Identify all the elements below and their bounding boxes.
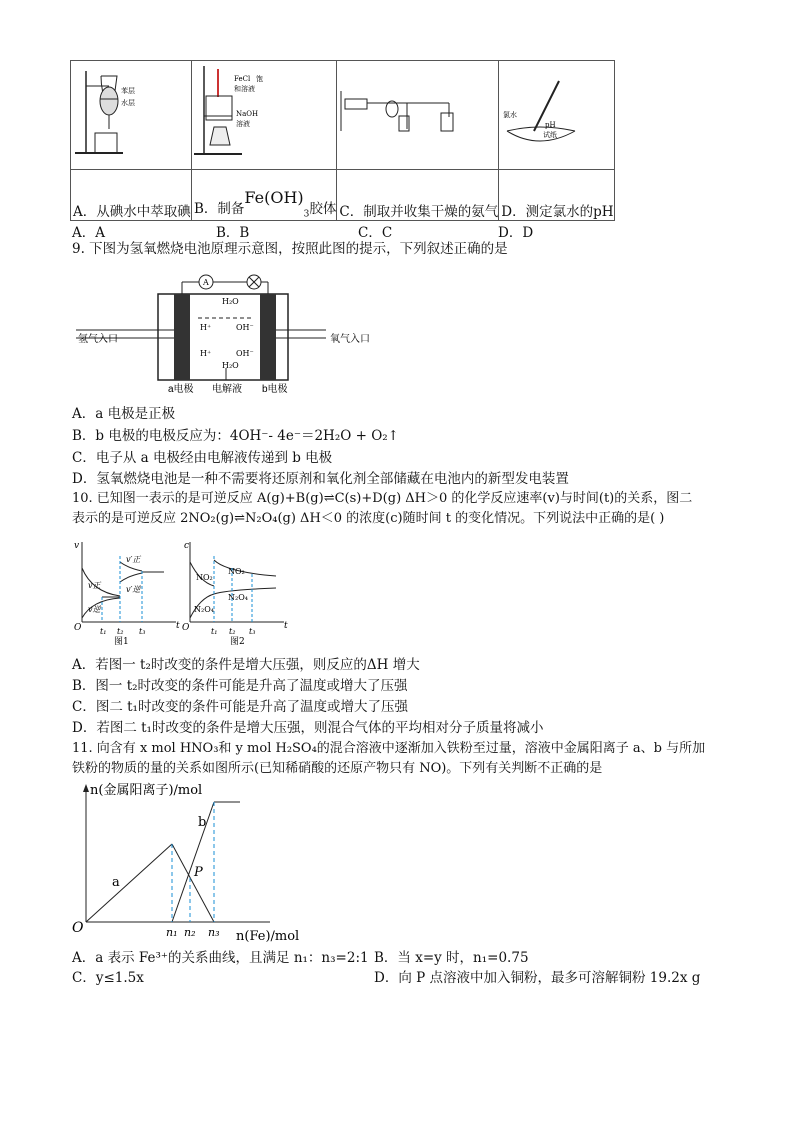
q11-option-c: C．y≤1.5x bbox=[72, 970, 144, 986]
svg-text:氧气入口: 氧气入口 bbox=[330, 334, 370, 345]
svg-text:NO₂: NO₂ bbox=[196, 573, 213, 582]
svg-text:和溶液: 和溶液 bbox=[234, 85, 255, 93]
fuel-cell-diagram bbox=[76, 268, 386, 396]
caption-c: C．制取并收集干燥的氨气 bbox=[337, 170, 499, 221]
fig-ph bbox=[499, 61, 614, 170]
q11-option-d: D．向 P 点溶液中加入铜粉，最多可溶解铜粉 19.2x g bbox=[374, 970, 701, 986]
ph-test-icon bbox=[499, 61, 611, 165]
svg-text:a电极: a电极 bbox=[168, 384, 194, 395]
svg-text:饱: 饱 bbox=[256, 75, 263, 83]
fig-separatory-funnel bbox=[71, 61, 192, 170]
q10-figure-2 bbox=[180, 538, 290, 646]
svg-text:v正: v正 bbox=[88, 581, 101, 590]
svg-text:t: t bbox=[284, 621, 288, 631]
q8-option-a: A．A bbox=[72, 225, 105, 241]
q10-option-a: A．若图一 t₂时改变的条件是增大压强，则反应的ΔH 增大 bbox=[72, 657, 420, 673]
svg-text:N₂O₄: N₂O₄ bbox=[194, 605, 214, 614]
svg-text:试纸: 试纸 bbox=[543, 131, 558, 139]
svg-text:H₂O: H₂O bbox=[222, 297, 239, 306]
svg-text:氢气入口: 氢气入口 bbox=[78, 334, 118, 345]
q11-option-b: B．当 x=y 时，n₁=0.75 bbox=[374, 950, 529, 966]
svg-text:FeCl: FeCl bbox=[234, 75, 251, 83]
svg-text:v: v bbox=[74, 541, 80, 551]
ammonia-apparatus-icon bbox=[337, 61, 497, 165]
caption-b: B．制备$Fe(OH)_3$胶体 bbox=[192, 170, 337, 221]
caption-d: D．测定氯水的pH bbox=[499, 170, 614, 221]
svg-text:溶液: 溶液 bbox=[236, 120, 250, 128]
q9-option-b: B．b 电极的电极反应为：4OH⁻- 4e⁻＝2H₂O + O₂↑ bbox=[72, 428, 399, 444]
q11-stem-2: 铁粉的物质的量的关系如图所示(已知稀硝酸的还原产物只有 NO)。下列有关判断不正确的是 bbox=[72, 761, 603, 776]
svg-text:O: O bbox=[74, 623, 82, 633]
svg-text:电解液: 电解液 bbox=[212, 384, 242, 395]
svg-text:v逆: v逆 bbox=[88, 605, 101, 614]
svg-text:t₃: t₃ bbox=[249, 627, 256, 636]
svg-text:OH⁻: OH⁻ bbox=[236, 323, 254, 332]
q8-option-c: C．C bbox=[358, 225, 393, 241]
apparatus-table bbox=[70, 60, 615, 221]
caption-a: A．从碘水中萃取碘 bbox=[71, 170, 192, 221]
svg-text:图2: 图2 bbox=[230, 637, 245, 646]
svg-text:b电极: b电极 bbox=[262, 384, 288, 395]
q10-figure-1 bbox=[72, 538, 182, 646]
svg-text:O: O bbox=[72, 920, 84, 936]
svg-text:t₁: t₁ bbox=[211, 627, 218, 636]
q11-option-a: A．a 表示 Fe³⁺的关系曲线，且满足 n₁：n₃=2:1 bbox=[72, 950, 369, 966]
q9-option-a: A．a 电极是正极 bbox=[72, 406, 176, 422]
q10-option-d: D．若图二 t₁时改变的条件是增大压强，则混合气体的平均相对分子质量将减小 bbox=[72, 720, 544, 736]
q8-option-d: D．D bbox=[498, 225, 534, 241]
svg-text:P: P bbox=[194, 865, 203, 880]
fig-colloid bbox=[192, 61, 337, 170]
svg-text:H⁺: H⁺ bbox=[200, 349, 212, 358]
fig-ammonia bbox=[337, 61, 499, 170]
svg-text:NaOH: NaOH bbox=[236, 110, 259, 118]
svg-text:t₂: t₂ bbox=[229, 627, 236, 636]
svg-text:a: a bbox=[112, 875, 120, 890]
svg-text:v′逆: v′逆 bbox=[126, 585, 141, 594]
svg-text:NO₂: NO₂ bbox=[228, 567, 245, 576]
svg-text:t₁: t₁ bbox=[100, 627, 107, 636]
svg-text:n₂: n₂ bbox=[184, 926, 196, 939]
q11-graph bbox=[70, 780, 330, 946]
svg-text:H₂O: H₂O bbox=[222, 361, 239, 370]
svg-text:c: c bbox=[184, 541, 190, 551]
svg-text:n(Fe)/mol: n(Fe)/mol bbox=[236, 929, 300, 944]
svg-text:n(金属阳离子)/mol: n(金属阳离子)/mol bbox=[90, 783, 203, 798]
svg-text:A: A bbox=[203, 278, 209, 287]
svg-text:t₂: t₂ bbox=[117, 627, 124, 636]
svg-text:图1: 图1 bbox=[114, 637, 129, 646]
q10-stem-1: 10. 已知图一表示的是可逆反应 A(g)+B(g)⇌C(s)+D(g) ΔH＞0 的化学反应速率(v)与时间(t)的关系，图二 bbox=[72, 491, 693, 506]
separatory-funnel-icon bbox=[71, 61, 191, 165]
q10-stem-2: 表示的是可逆反应 2NO₂(g)⇌N₂O₄(g) ΔH＜0 的浓度(c)随时间 t 的变化情况。下列说法中正确的是( ) bbox=[72, 511, 665, 526]
svg-text:n₁: n₁ bbox=[166, 926, 178, 939]
svg-text:H⁺: H⁺ bbox=[200, 323, 212, 332]
q9-option-c: C．电子从 a 电极经由电解液传递到 b 电极 bbox=[72, 450, 333, 466]
q10-option-c: C．图二 t₁时改变的条件可能是升高了温度或增大了压强 bbox=[72, 699, 408, 715]
svg-text:pH: pH bbox=[545, 121, 556, 129]
q9-option-d: D．氢氧燃烧电池是一种不需要将还原剂和氧化剂全部储藏在电池内的新型发电装置 bbox=[72, 471, 569, 487]
q11-stem-1: 11. 向含有 x mol HNO₃和 y mol H₂SO₄的混合溶液中逐渐加入铁粉至过量，溶液中金属阳离子 a、b 与所加 bbox=[72, 741, 706, 756]
q9-stem: 9. 下图为氢氧燃烧电池原理示意图，按照此图的提示，下列叙述正确的是 bbox=[72, 241, 508, 257]
svg-text:N₂O₄: N₂O₄ bbox=[228, 593, 248, 602]
svg-text:OH⁻: OH⁻ bbox=[236, 349, 254, 358]
svg-text:t: t bbox=[176, 621, 180, 631]
svg-text:b: b bbox=[198, 815, 207, 830]
svg-text:苯层: 苯层 bbox=[121, 87, 135, 95]
svg-text:O: O bbox=[182, 623, 190, 633]
svg-text:t₃: t₃ bbox=[139, 627, 146, 636]
q8-option-b: B．B bbox=[216, 225, 250, 241]
svg-text:n₃: n₃ bbox=[208, 926, 220, 939]
q10-option-b: B．图一 t₂时改变的条件可能是升高了温度或增大了压强 bbox=[72, 678, 408, 694]
svg-text:v′正: v′正 bbox=[126, 555, 141, 564]
beaker-burner-icon bbox=[192, 61, 334, 165]
svg-text:水层: 水层 bbox=[121, 99, 135, 107]
svg-text:氯水: 氯水 bbox=[503, 111, 518, 119]
